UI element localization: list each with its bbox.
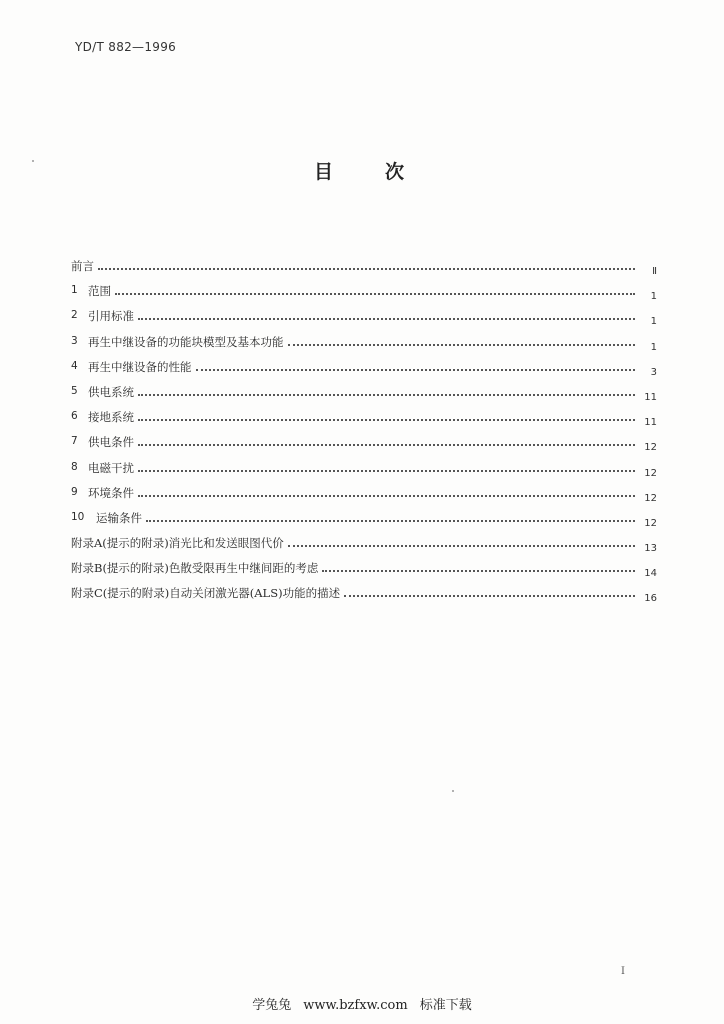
toc-entry-5[interactable]	[71, 383, 657, 408]
toc-leader-dots	[288, 534, 635, 547]
toc-entry-page: 14	[644, 568, 657, 580]
toc-entry-label: 前言	[71, 259, 94, 273]
toc-entry-label: 运输条件	[96, 510, 142, 525]
toc-entry-number: 8	[71, 460, 78, 473]
toc-entry-number: 9	[71, 485, 78, 498]
standard-code: YD/T 882—1996	[75, 40, 177, 54]
toc-entry-label: 供电条件	[88, 435, 134, 450]
toc-leader-dots	[115, 282, 635, 295]
toc-entry-label: 再生中继设备的功能块模型及基本功能	[88, 334, 284, 349]
toc-entry-label: 附录A(提示的附录)消光比和发送眼图代价	[71, 536, 284, 551]
toc-entry-label: 环境条件	[88, 485, 134, 500]
toc-leader-dots	[344, 584, 635, 597]
toc-leader-dots	[288, 333, 636, 346]
toc-entry-label: 再生中继设备的性能	[88, 359, 192, 374]
toc-entry-number: 3	[71, 334, 78, 347]
toc-title-part2: 次	[385, 161, 405, 183]
toc-entry-label: 电磁干扰	[88, 460, 134, 475]
toc-entry-4[interactable]	[71, 358, 657, 383]
watermark-name: 学兔兔	[252, 998, 292, 1013]
toc-entry-page: 1	[650, 341, 657, 353]
toc-leader-dots	[138, 433, 635, 446]
toc-leader-dots	[98, 257, 635, 270]
toc-entry-foreword[interactable]	[71, 257, 657, 282]
toc-leader-dots	[196, 358, 636, 371]
toc-title-part1: 目	[314, 161, 334, 183]
toc-entry-page: 12	[644, 517, 657, 529]
toc-entry-label: 范围	[88, 284, 111, 299]
toc-entry-number: 7	[71, 435, 78, 448]
toc-leader-dots	[138, 484, 635, 497]
page-number: I	[621, 966, 625, 977]
toc-entry-number: 6	[71, 410, 78, 423]
toc-entry-page: 1	[650, 291, 657, 303]
toc-entry-6[interactable]	[71, 408, 657, 433]
table-of-contents	[71, 257, 657, 610]
toc-entry-number: 1	[71, 284, 78, 297]
toc-entry-2[interactable]	[71, 307, 657, 332]
toc-entry-number: 5	[71, 384, 78, 397]
toc-entry-page: 12	[644, 442, 657, 454]
toc-entry-number: 10	[71, 510, 85, 523]
toc-entry-page: 1	[650, 316, 657, 328]
toc-entry-number: 2	[71, 309, 78, 322]
toc-entry-7[interactable]	[71, 433, 657, 458]
watermark-footer	[0, 994, 724, 1013]
toc-leader-dots	[322, 559, 635, 572]
toc-entry-appendix-b[interactable]	[71, 559, 657, 584]
toc-entry-label: 附录B(提示的附录)色散受限再生中继间距的考虑	[71, 561, 319, 576]
toc-entry-8[interactable]	[71, 459, 657, 484]
toc-entry-number: 4	[71, 359, 78, 372]
toc-entry-page: 3	[650, 366, 657, 378]
toc-leader-dots	[138, 307, 635, 320]
toc-entry-page: Ⅱ	[652, 266, 657, 277]
toc-entry-page: 11	[644, 391, 657, 403]
scan-speck	[32, 160, 34, 162]
toc-entry-page: 16	[644, 593, 657, 605]
toc-entry-1[interactable]	[71, 282, 657, 307]
toc-leader-dots	[138, 383, 635, 396]
toc-entry-page: 13	[644, 543, 657, 555]
toc-entry-3[interactable]	[71, 333, 657, 358]
watermark-url[interactable]: www.bzfxw.com	[303, 998, 408, 1013]
toc-entry-page: 12	[644, 492, 657, 504]
scan-speck	[452, 790, 454, 792]
toc-entry-10[interactable]	[71, 509, 657, 534]
toc-leader-dots	[138, 408, 635, 421]
toc-leader-dots	[138, 459, 635, 472]
toc-entry-appendix-a[interactable]	[71, 534, 657, 559]
toc-entry-label: 附录C(提示的附录)自动关闭激光器(ALS)功能的描述	[71, 586, 341, 601]
toc-entry-9[interactable]	[71, 484, 657, 509]
toc-entry-appendix-c[interactable]	[71, 584, 657, 609]
toc-entry-label: 引用标准	[88, 309, 134, 324]
watermark-slogan: 标准下载	[419, 998, 472, 1013]
toc-entry-page: 12	[644, 467, 657, 479]
toc-entry-page: 11	[644, 417, 657, 429]
toc-title	[314, 157, 404, 184]
toc-entry-label: 供电系统	[88, 384, 134, 399]
toc-leader-dots	[146, 509, 635, 522]
toc-entry-label: 接地系统	[88, 410, 134, 425]
